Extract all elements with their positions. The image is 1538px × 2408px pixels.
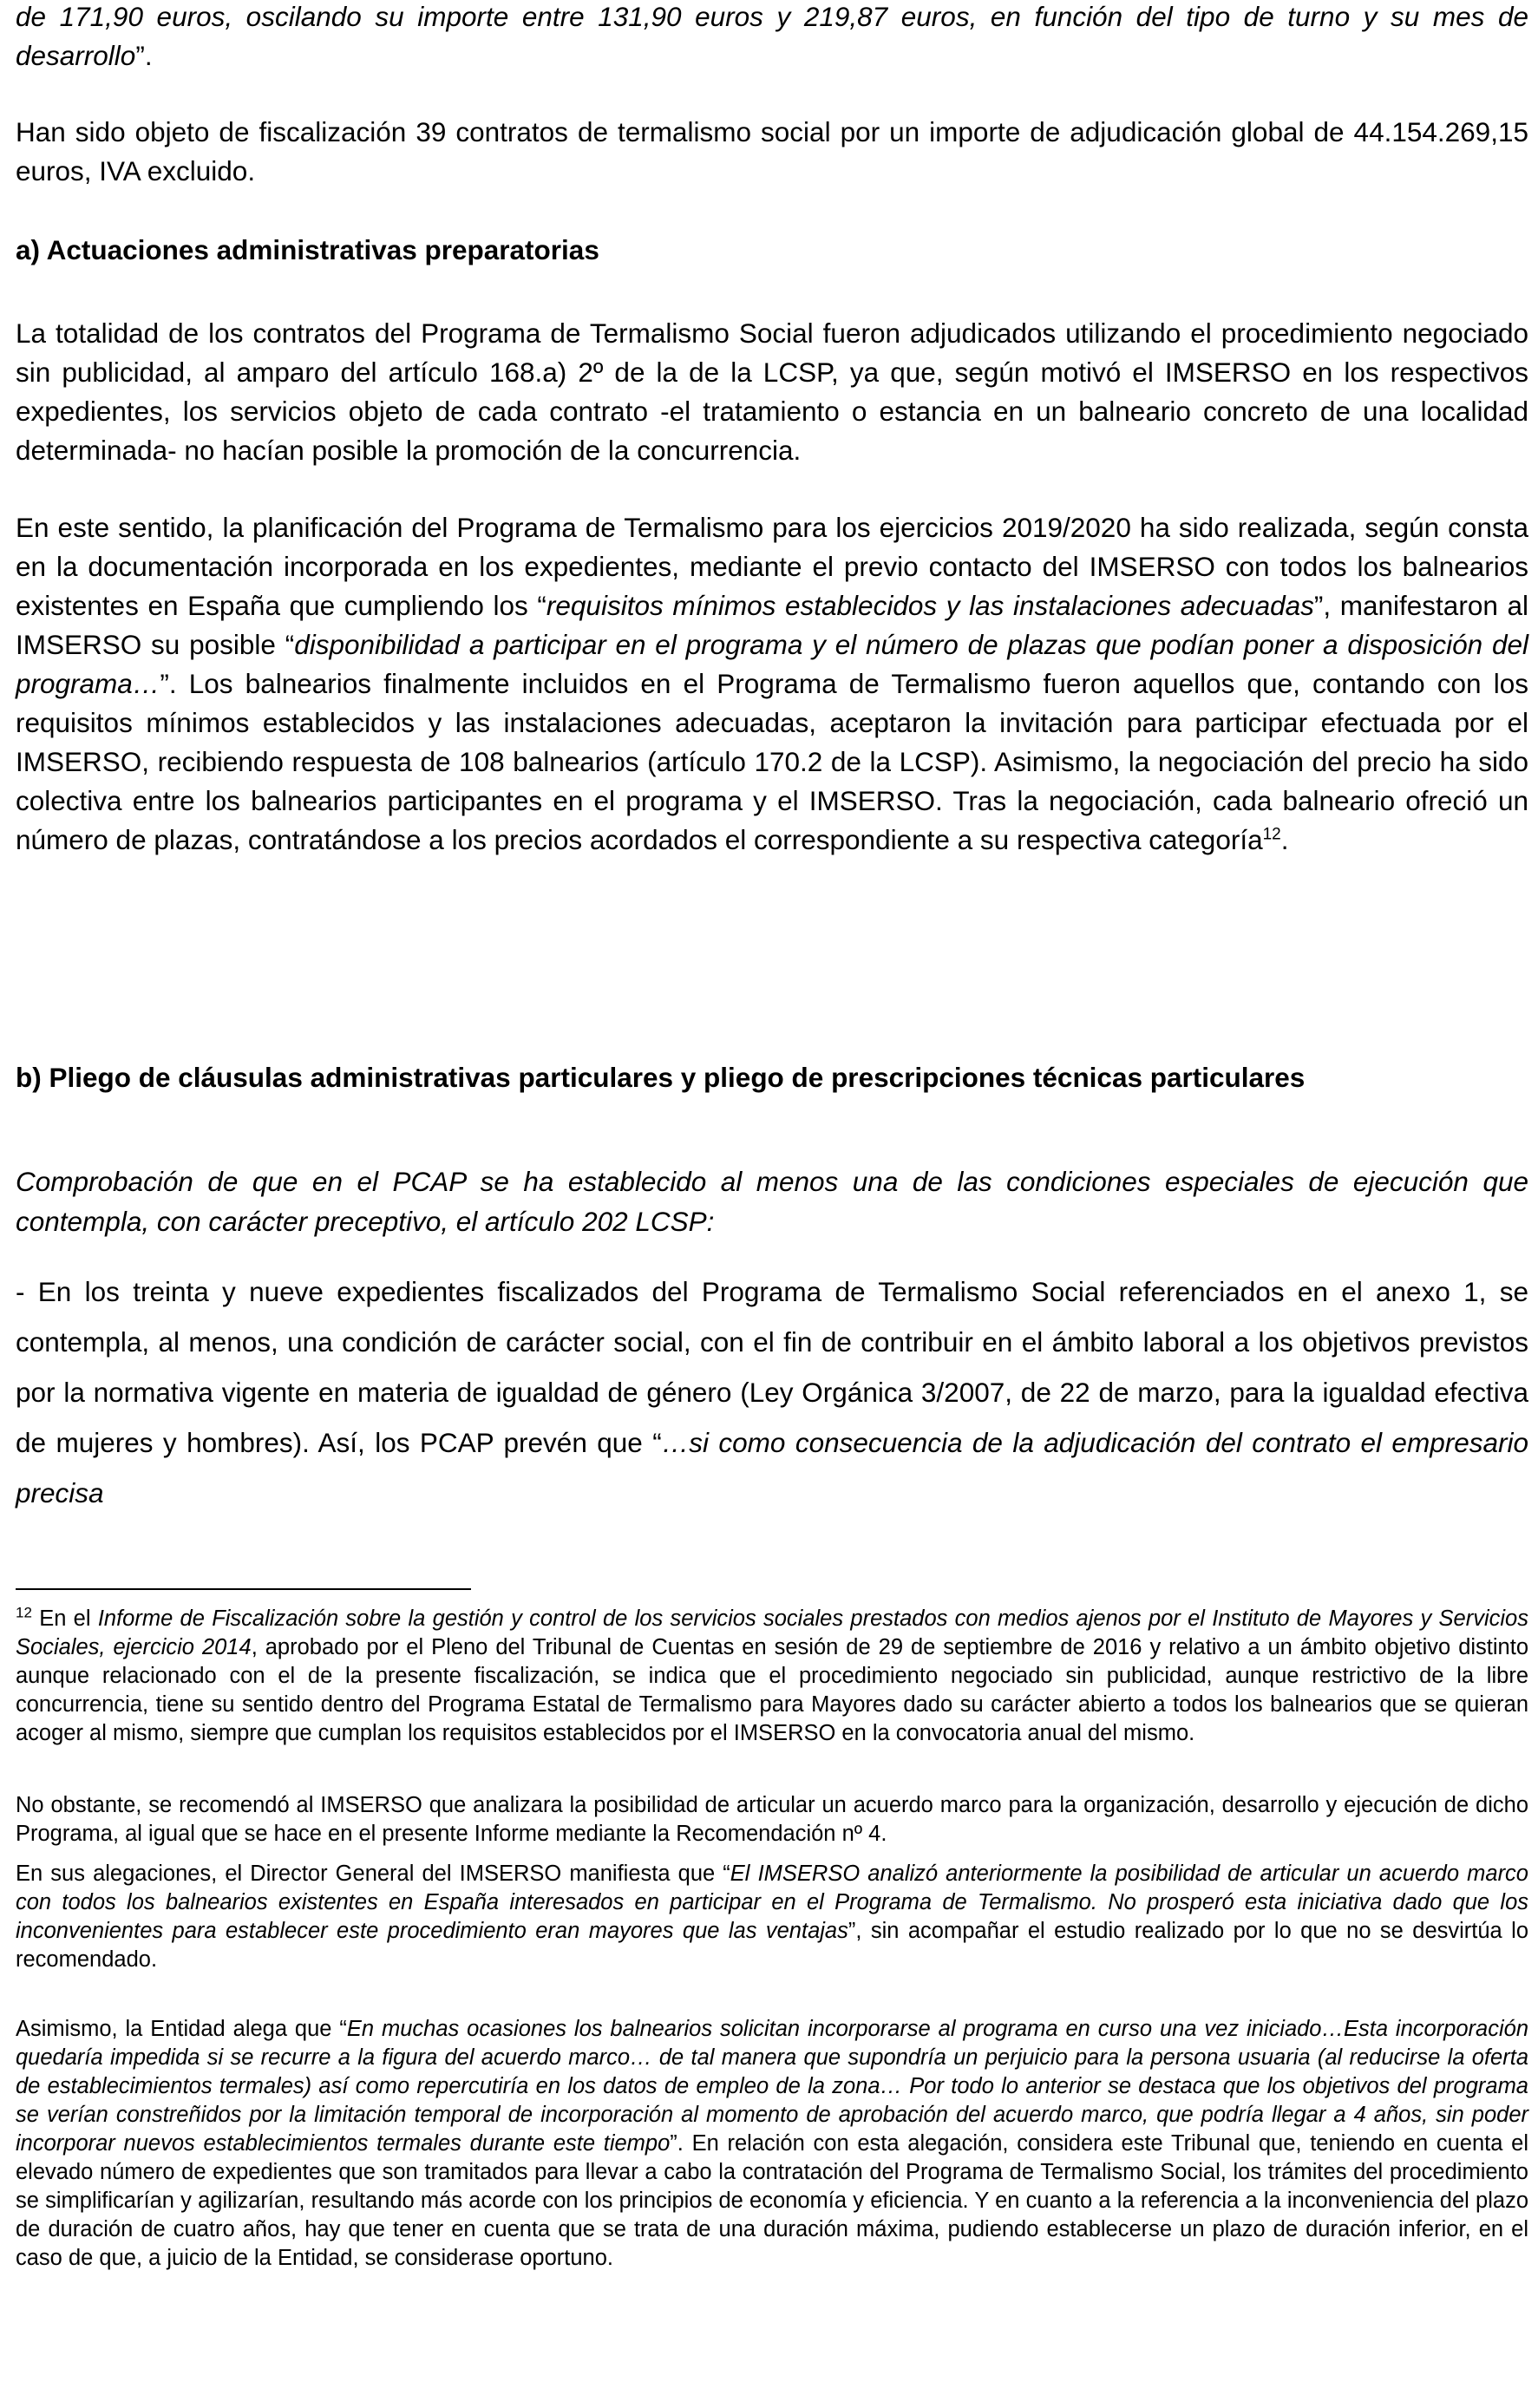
paragraph-intro: de 171,90 euros, oscilando su importe entre 131,90 euros y 219,87 euros, en función del tipo de turno y su mes de desarrollo”.: [16, 1, 1528, 71]
paragraph-planning: En este sentido, la planificación del Programa de Termalismo para los ejercicios 2019/2020 ha sido realizada, según consta en la documentación incorporada en los expedientes, mediante el previo contacto del IMSERSO con todos los balnearios existentes en España que cumpliendo los “requisitos mínimos establecidos y las instalaciones adecuadas”, manifestaron al IMSERSO su posible “disponibilidad a participar en el programa y el número de plazas que podían poner a disposición del programa…”. Los balnearios finalmente incluidos en el Programa de Termalismo fueron aquellos que, contando con los requisitos mínimos establecidos y las instalaciones adecuadas, aceptaron la invitación para participar efectuada por el IMSERSO, recibiendo respuesta de 108 balnearios (artículo 170.2 de la LCSP). Asimismo, la negociación del precio ha sido colectiva entre los balnearios participantes en el programa y el IMSERSO. Tras la negociación, cada balneario ofreció un número de plazas, contratándose a los precios acordados el correspondiente a su respectiva categoría$^{12}$.: [16, 512, 1529, 855]
footnote-allegations-director: En sus alegaciones, el Director General del IMSERSO manifiesta que “El IMSERSO analizó anteriormente la posibilidad de articular un acuerdo marco con todos los balnearios existentes en España interesados en participar en el Programa de Termalismo. No prosperó esta iniciativa dado que los inconvenientes para establecer este procedimiento eran mayores que las ventajas”, sin acompañar el estudio realizado por lo que no se desvirtúa lo recomendado.: [16, 1862, 1528, 1972]
paragraph-procedure: La totalidad de los contratos del Programa de Termalismo Social fueron adjudicados utilizando el procedimiento negociado sin publicidad, al amparo del artículo 168.a) 2º de la de la LCSP, ya que, según motivó el IMSERSO en los respectivos expedientes, los servicios objeto de cada contrato -el tratamiento o estancia en un balneario concreto de una localidad determinada- no hacían posible la promoción de la concurrencia.: [16, 317, 1528, 466]
paragraph-pcap-conditions: - En los treinta y nueve expedientes fiscalizados del Programa de Termalismo Social referenciados en el anexo 1, se contempla, al menos, una condición de carácter social, con el fin de contribuir en el ámbito laboral a los objetivos previstos por la normativa vigente en materia de igualdad de género (Ley Orgánica 3/2007, de 22 de marzo, para la igualdad efectiva de mujeres y hombres). Así, los PCAP prevén que “…si como consecuencia de la adjudicación del contrato el empresario precisa: [16, 1276, 1528, 1508]
section-heading-a: a) Actuaciones administrativas preparatorias: [16, 234, 599, 265]
paragraph-pcap-check: Comprobación de que en el PCAP se ha establecido al menos una de las condiciones especiales de ejecución que contempla, con carácter preceptivo, el artículo 202 LCSP:: [16, 1166, 1528, 1237]
footnote-allegations-entity: Asimismo, la Entidad alega que “En muchas ocasiones los balnearios solicitan incorporarse al programa en curso una vez iniciado…Esta incorporación quedaría impedida si se recurre a la figura del acuerdo marco… de tal manera que supondría un perjuicio para la persona usuaria (al reducirse la oferta de establecimientos termales) así como repercutiría en los datos de empleo de la zona… Por todo lo anterior se destaca que los objetivos del programa se verían constreñidos por la limitación temporal de incorporación al momento de aprobación del acuerdo marco, que podría llegar a 4 años, sin poder incorporar nuevos establecimientos termales durante este tiempo”. En relación con esta alegación, considera este Tribunal que, teniendo en cuenta el elevado número de expedientes que son tramitados para llevar a cabo la contratación del Programa de Termalismo Social, los trámites del procedimiento se simplificarían y agilizarían, resultando más acorde con los principios de economía y eficiencia. Y en cuanto a la referencia a la inconveniencia del plazo de duración de cuatro años, hay que tener en cuenta que se trata de una duración máxima, pudiendo establecerse un plazo de duración inferior, en el caso de que, a juicio de la Entidad, se considerase oportuno.: [16, 2017, 1529, 2270]
footnote-recommendation: No obstante, se recomendó al IMSERSO que analizara la posibilidad de articular un acuerdo marco para la organización, desarrollo y ejecución de dicho Programa, al igual que se hace en el presente Informe mediante la Recomendación nº 4.: [16, 1793, 1528, 1846]
paragraph-contracts-count: Han sido objeto de fiscalización 39 contratos de termalismo social por un importe de adjudicación global de 44.154.269,15 euros, IVA excluido.: [16, 116, 1528, 186]
footnote-12: $^{12}$ En el Informe de Fiscalización sobre la gestión y control de los servicios sociales prestados con medios ajenos por el Instituto de Mayores y Servicios Sociales, ejercicio 2014, aprobado por el Pleno del Tribunal de Cuentas en sesión de 29 de septiembre de 2016 y relativo a un ámbito objetivo distinto aunque relacionado con el de la presente fiscalización, se indica que el procedimiento negociado sin publicidad, aunque restrictivo de la libre concurrencia, tiene su sentido dentro del Programa Estatal de Termalismo para Mayores dado su carácter abierto a todos los balnearios que se quieran acoger al mismo, siempre que cumplan los requisitos establecidos por el IMSERSO en la convocatoria anual del mismo.: [16, 1604, 1529, 1745]
footnote-separator: [16, 1588, 471, 1590]
section-heading-b: b) Pliego de cláusulas administrativas particulares y pliego de prescripciones técnicas particulares: [16, 1062, 1306, 1093]
footnote-ref-12[interactable]: 12: [1262, 825, 1281, 844]
